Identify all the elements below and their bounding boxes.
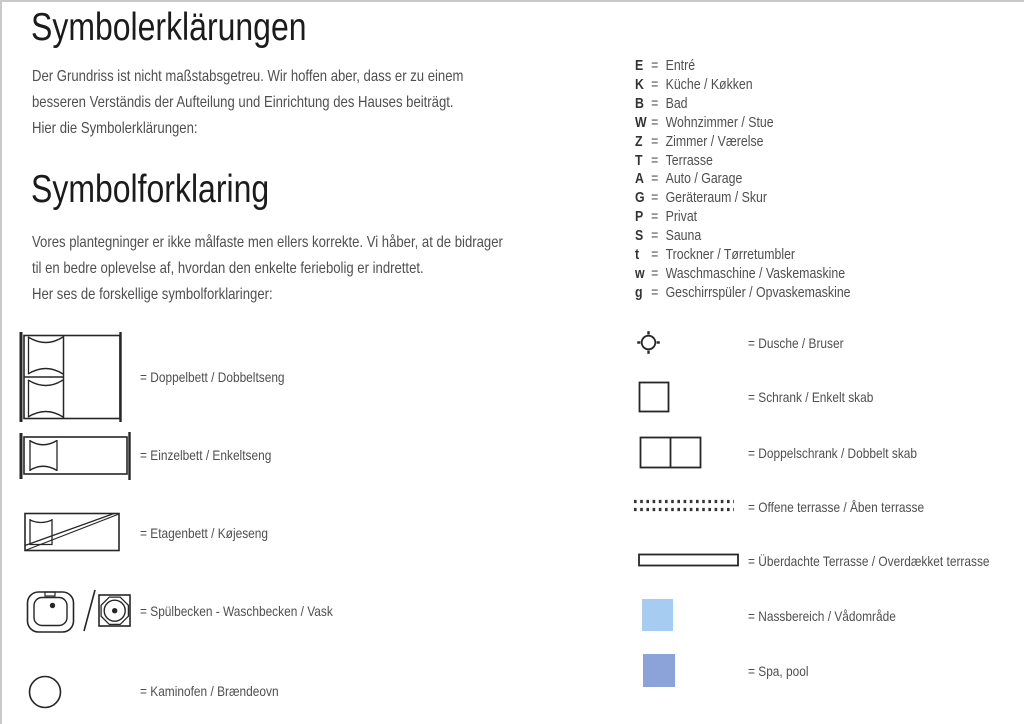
legend-row [635,208,851,227]
legend-letter: g [635,284,643,301]
symbol-label: = Schrank / Enkelt skab [748,389,874,405]
symbol-label: = Dusche / Bruser [748,335,844,351]
single-cabinet-icon [638,381,671,414]
intro-da-line: til en bedre oplevelse af, hvordan den enkelte feriebolig er indrettet. [32,260,424,277]
equals-sign: = [651,265,659,282]
equals-sign: = [651,228,659,245]
legend-label: Sauna [665,228,702,245]
legend-row [635,114,851,133]
symbol-label: = Doppelbett / Dobbeltseng [140,369,285,385]
intro-de-line: Der Grundriss ist nicht maßstabsgetreu. Wir hoffen aber, dass er zu einem [32,68,464,85]
legend-row [635,57,851,76]
equals-sign: = [651,209,659,226]
spa-pool-icon [643,654,675,687]
legend-row [635,95,851,114]
equals-sign: = [651,284,659,301]
legend-letter: B [635,96,644,113]
legend-row [635,245,851,264]
legend-row [635,76,851,95]
equals-sign: = [651,96,659,113]
shower-icon [636,330,661,355]
intro-paragraph-danish [32,230,606,308]
legend-letter: Z [635,133,643,150]
legend-label: Zimmer / Værelse [665,133,764,150]
legend-label: Wohnzimmer / Stue [665,114,774,131]
intro-da-line: Vores plantegninger er ikke målfaste men ellers korrekte. Vi håber, at de bidrager [32,234,503,251]
legend-row [635,227,851,246]
symbol-label: = Überdachte Terrasse / Overdækket terrasse [748,553,990,569]
open-terrace-icon [634,498,734,514]
legend-letter: G [635,190,645,207]
intro-de-line: Hier die Symbolerklärungen: [32,120,198,137]
legend-row [635,132,851,151]
legend-label: Bad [665,96,688,113]
legend-letter: A [635,171,644,188]
legend-label: Privat [665,209,698,226]
wet-area-icon [642,599,673,631]
symbol-label: = Offene terrasse / Åben terrasse [748,499,925,515]
legend-label: Küche / Køkken [665,77,753,94]
single-bed-icon [19,432,134,480]
legend-row [635,189,851,208]
covered-terrace-icon [638,553,740,568]
page-title-danish: Symbolforklaring [31,168,270,211]
legend-row [635,170,851,189]
page-title-german: Symbolerklärungen [31,6,307,49]
legend-letter: T [635,152,643,169]
legend-letter: S [635,228,644,245]
legend-letter: t [635,246,640,263]
legend-letter: W [635,114,647,131]
legend-label: Terrasse [665,152,713,169]
equals-sign: = [651,58,659,75]
legend-row [635,264,851,283]
legend-label: Waschmaschine / Vaskemaskine [665,265,846,282]
legend-label: Entré [665,58,696,75]
symbol-label: = Doppelschrank / Dobbelt skab [748,445,918,461]
intro-paragraph-german [32,64,558,142]
wood-stove-icon [28,674,64,710]
legend-letter: K [635,77,644,94]
sink-washbasin-icon [26,584,132,636]
legend-label: Auto / Garage [665,171,743,188]
double-bed-icon [19,331,123,423]
symbol-label: = Einzelbett / Enkeltseng [140,447,272,463]
legend-letter: E [635,58,644,75]
equals-sign: = [651,246,659,263]
equals-sign: = [651,114,659,131]
legend-letter: w [635,265,645,282]
intro-da-line: Her ses de forskellige symbolforklaringer: [32,286,273,303]
legend-row [635,151,851,170]
symbol-label: = Etagenbett / Køjeseng [140,525,269,541]
equals-sign: = [651,133,659,150]
intro-de-line: besseren Verständis der Aufteilung und Einrichtung des Hauses beiträgt. [32,94,454,111]
equals-sign: = [651,171,659,188]
letter-legend [635,57,851,302]
legend-label: Trockner / Tørretumbler [665,246,796,263]
legend-row [635,283,851,302]
equals-sign: = [651,152,659,169]
double-cabinet-icon [639,436,703,470]
symbol-label: = Kaminofen / Brændeovn [140,683,279,699]
equals-sign: = [651,77,659,94]
symbol-label: = Nassbereich / Vådområde [748,608,896,624]
legend-letter: P [635,209,644,226]
bunk-bed-icon [24,512,122,554]
symbol-label: = Spa, pool [748,663,809,679]
equals-sign: = [651,190,659,207]
legend-label: Geschirrspüler / Opvaskemaskine [665,284,851,301]
legend-label: Geräteraum / Skur [665,190,767,207]
symbol-label: = Spülbecken - Waschbecken / Vask [140,603,333,619]
